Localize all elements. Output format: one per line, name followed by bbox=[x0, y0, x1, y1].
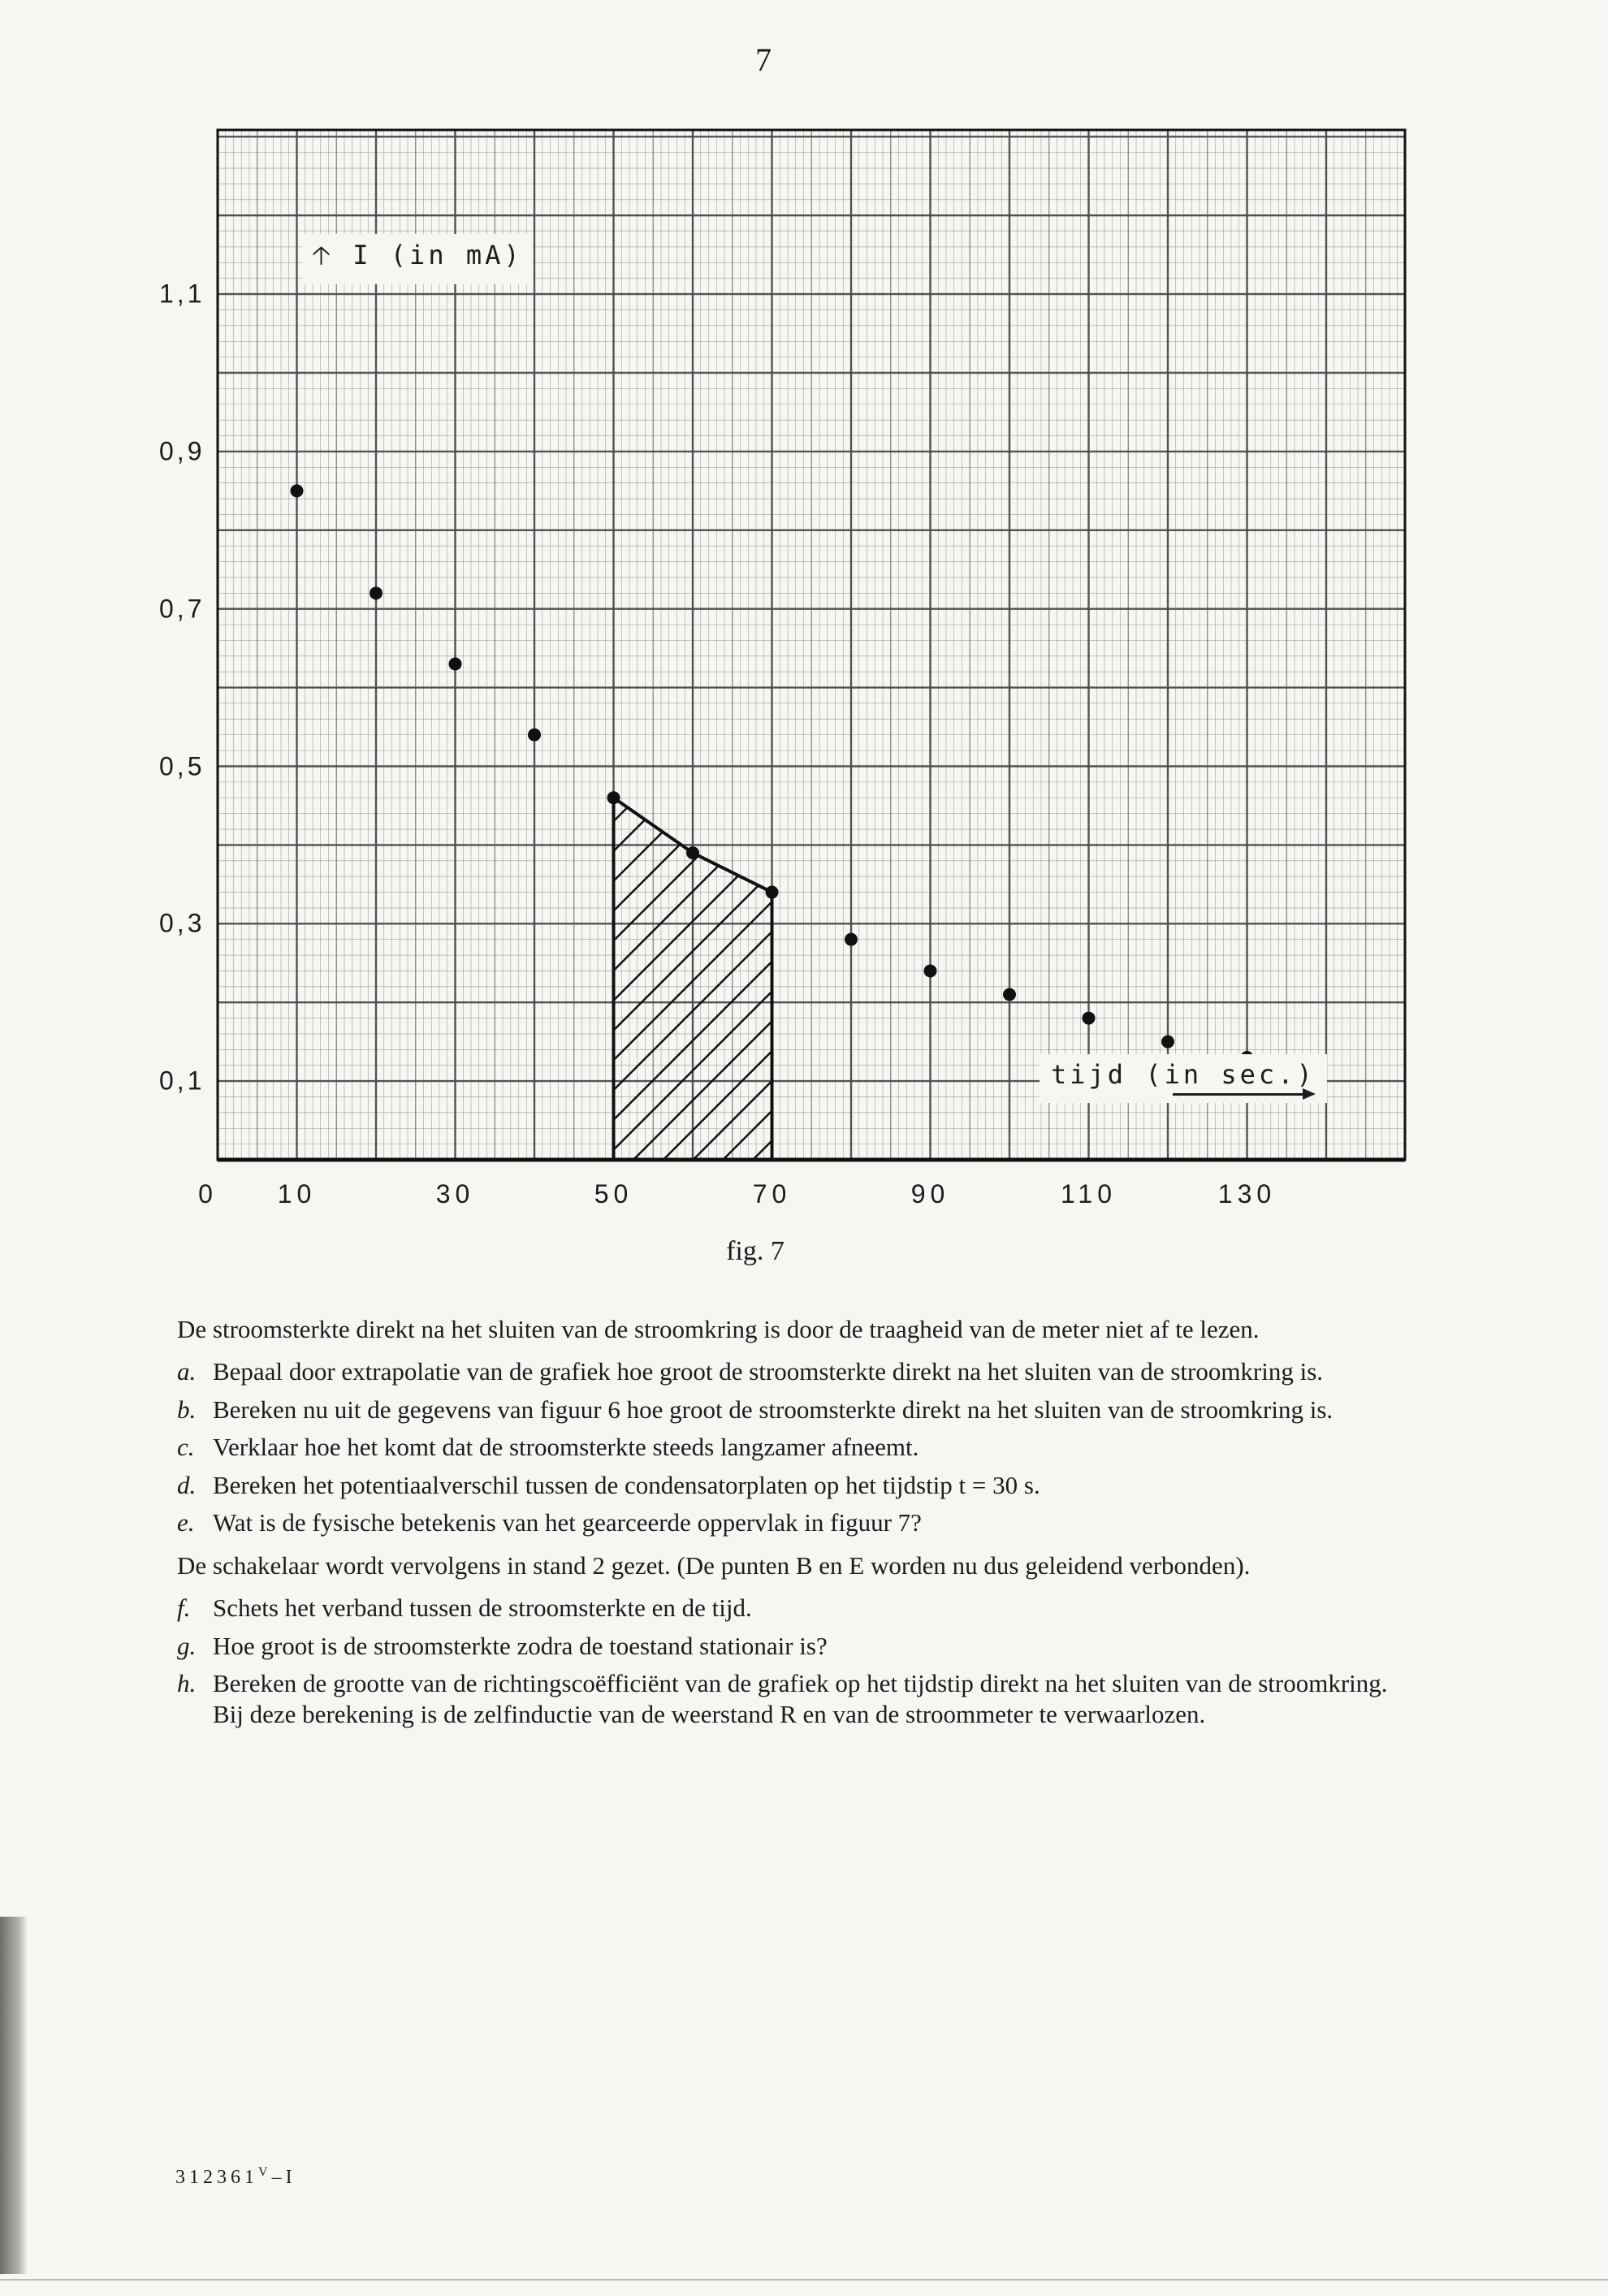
document-code: $312361^V-I$ bbox=[175, 2165, 296, 2188]
y-tick-label: 1,1 bbox=[159, 279, 205, 309]
figure-caption: fig. 7 bbox=[726, 1236, 785, 1266]
x-tick-label: 90 bbox=[910, 1179, 950, 1209]
x-tick-label: 0 bbox=[198, 1179, 218, 1209]
arrow-up-icon: 🡡 bbox=[312, 240, 334, 270]
data-point bbox=[924, 964, 937, 977]
data-point bbox=[766, 886, 779, 899]
question-d: d. Bereken het potentiaalverschil tussen de condensatorplaten op het tijdstip t = 30 s. bbox=[177, 1470, 1040, 1499]
y-tick-label: 0,5 bbox=[159, 751, 205, 780]
data-point bbox=[528, 729, 541, 742]
question-c: c. Verklaar hoe het komt dat de stroomsterkte steeds langzamer afneemt. bbox=[177, 1433, 919, 1462]
x-tick-label: 130 bbox=[1217, 1179, 1277, 1209]
scan-shadow bbox=[0, 1917, 28, 2274]
question-g: g. Hoe groot is de stroomsterkte zodra de toestand stationair is? bbox=[177, 1631, 828, 1660]
y-axis-label bbox=[302, 234, 533, 284]
x-tick-label: 110 bbox=[1060, 1179, 1117, 1209]
middle-paragraph: De schakelaar wordt vervolgens in stand 2 gezet. (De punten B en E worden nu dus geleidend verbonden). bbox=[177, 1550, 1251, 1580]
x-tick-label: 10 bbox=[277, 1179, 317, 1209]
data-point bbox=[607, 791, 620, 804]
page-number: 7 bbox=[755, 41, 772, 78]
data-point bbox=[449, 658, 462, 671]
question-a: a. Bepaal door extrapolatie van de grafiek hoe groot de stroomsterkte direkt na het sluiten van de stroomkring is. bbox=[177, 1357, 1324, 1386]
data-point bbox=[1161, 1036, 1174, 1049]
data-point bbox=[1083, 1012, 1096, 1025]
question-h: h. Bereken de grootte van de richtingscoëfficiënt van de grafiek op het tijdstip direkt na het sluiten van de stroomkring. Bij deze berekening is de zelfinductie van de weerstand R en van de stroommeter te verwaarlozen. bbox=[177, 1668, 1388, 1729]
x-tick-label: 50 bbox=[594, 1179, 633, 1209]
intro-paragraph: De stroomsterkte direkt na het sluiten van de stroomkring is door de traagheid van de meter niet af te lezen. bbox=[177, 1315, 1260, 1343]
y-tick-label: 0,1 bbox=[159, 1066, 205, 1096]
data-point bbox=[686, 846, 699, 859]
question-b: b. Bereken nu uit de gegevens van figuur 6 hoe groot de stroomsterkte direkt na het sluiten van de stroomkring is. bbox=[177, 1394, 1334, 1424]
x-tick-label: 30 bbox=[435, 1179, 475, 1209]
data-point bbox=[845, 933, 858, 946]
data-point bbox=[291, 484, 304, 497]
x-tick-label: 70 bbox=[752, 1179, 792, 1209]
arrow-right-icon bbox=[1051, 1090, 1316, 1098]
x-axis-label-text: tijd (in sec.) bbox=[1051, 1059, 1316, 1090]
question-f: f. Schets het verband tussen de stroomsterkte en de tijd. bbox=[177, 1593, 752, 1623]
y-tick-label: 0,9 bbox=[159, 436, 205, 466]
y-tick-label: 0,3 bbox=[159, 908, 205, 938]
question-e: e. Wat is de fysische betekenis van het gearceerde oppervlak in figuur 7? bbox=[177, 1508, 922, 1537]
x-axis-label bbox=[1040, 1054, 1327, 1103]
data-point bbox=[1003, 988, 1016, 1001]
question-text bbox=[177, 1314, 1403, 1731]
scan-edge-line bbox=[0, 2279, 1608, 2281]
data-point bbox=[370, 586, 383, 599]
y-tick-label: 0,7 bbox=[159, 594, 205, 624]
y-axis-label-text: I (in mA) bbox=[352, 240, 523, 270]
